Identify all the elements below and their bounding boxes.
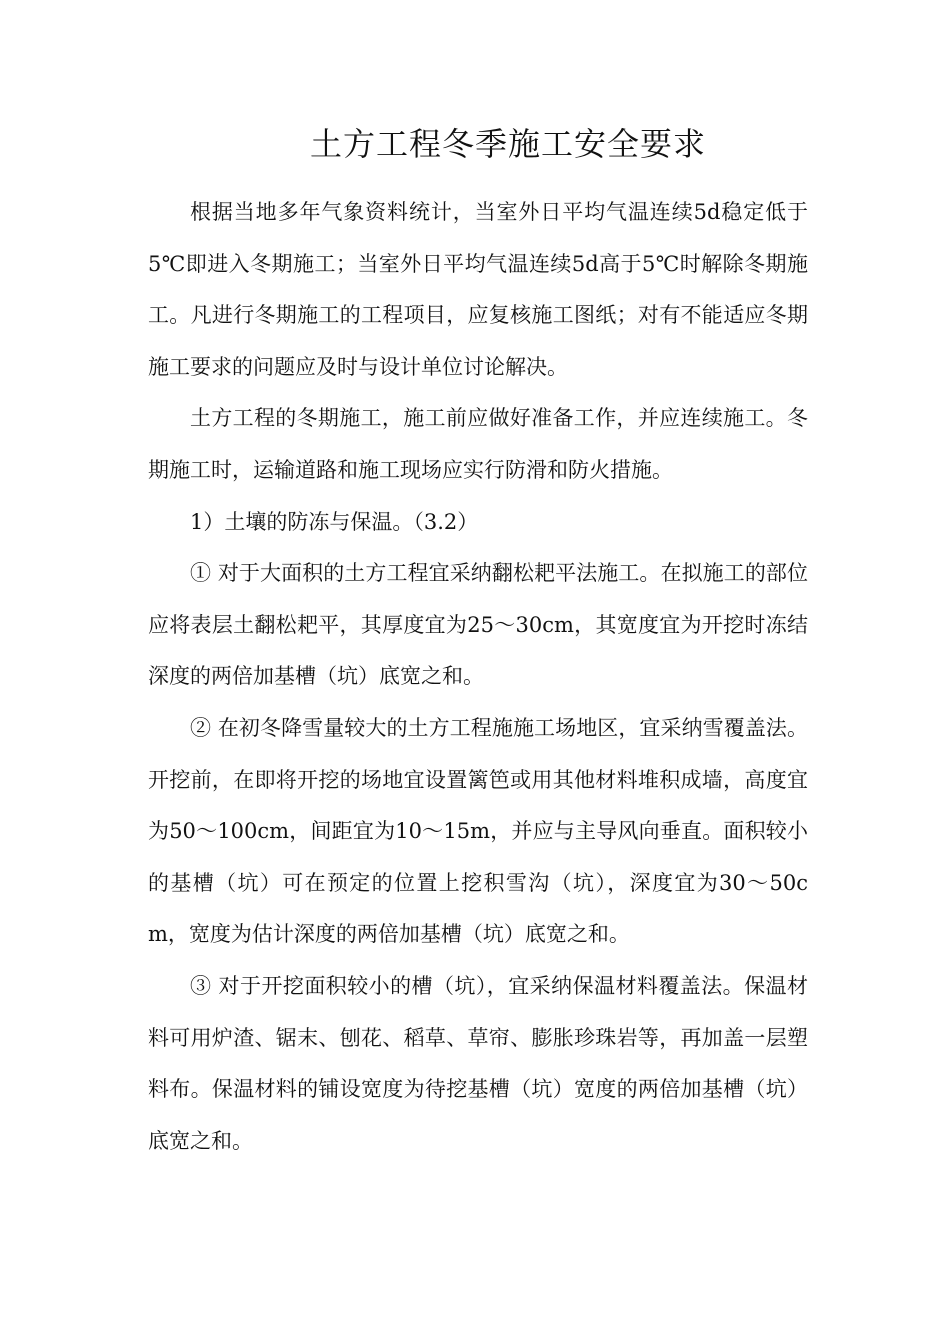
section-heading-soil-frost-protection: 1）土壤的防冻与保温。（3.2） (190, 509, 479, 534)
paragraph-winter-construction-criteria: 根据当地多年气象资料统计，当室外日平均气温连续5d稳定低于5℃即进入冬期施工；当室外日平均气温连续5d高于5℃时解除冬期施工。凡进行冬期施工的工程项目，应复核施工图纸；对有不能适应冬期施工要求的问题应及时与设计单位讨论解决。 (148, 200, 808, 379)
paragraph-earthwork-preparation: 土方工程的冬期施工，施工前应做好准备工作，并应连续施工。冬期施工时，运输道路和施工现场应实行防滑和防火措施。 (148, 406, 808, 482)
document-title: 土方工程冬季施工安全要求 (309, 125, 706, 163)
paragraph-item-3-insulation-cover: ③ 对于开挖面积较小的槽（坑），宜采纳保温材料覆盖法。保温材料可用炉渣、锯末、刨花、稻草、草帘、膨胀珍珠岩等，再加盖一层塑料布。保温材料的铺设宽度为待挖基槽（坑）宽度的两倍加基槽（坑）底宽之和。 (148, 973, 808, 1153)
paragraph-item-1-loosen-level: ① 对于大面积的土方工程宜采纳翻松耙平法施工。在拟施工的部位应将表层土翻松耙平，其厚度宜为25～30cm，其宽度宜为开挖时冻结深度的两倍加基槽（坑）底宽之和。 (148, 561, 808, 689)
paragraph-item-2-snow-cover: ② 在初冬降雪量较大的土方工程施施工场地区，宜采纳雪覆盖法。开挖前，在即将开挖的场地宜设置篱笆或用其他材料堆积成墙，高度宜为50～100cm，间距宜为10～15m，并应与主导风向垂直。面积较小的基槽（坑）可在预定的位置上挖积雪沟（坑），深度宜为30～50cm，宽度为估计深度的两倍加基槽（坑）底宽之和。 (148, 715, 808, 947)
document-body (148, 187, 808, 1167)
